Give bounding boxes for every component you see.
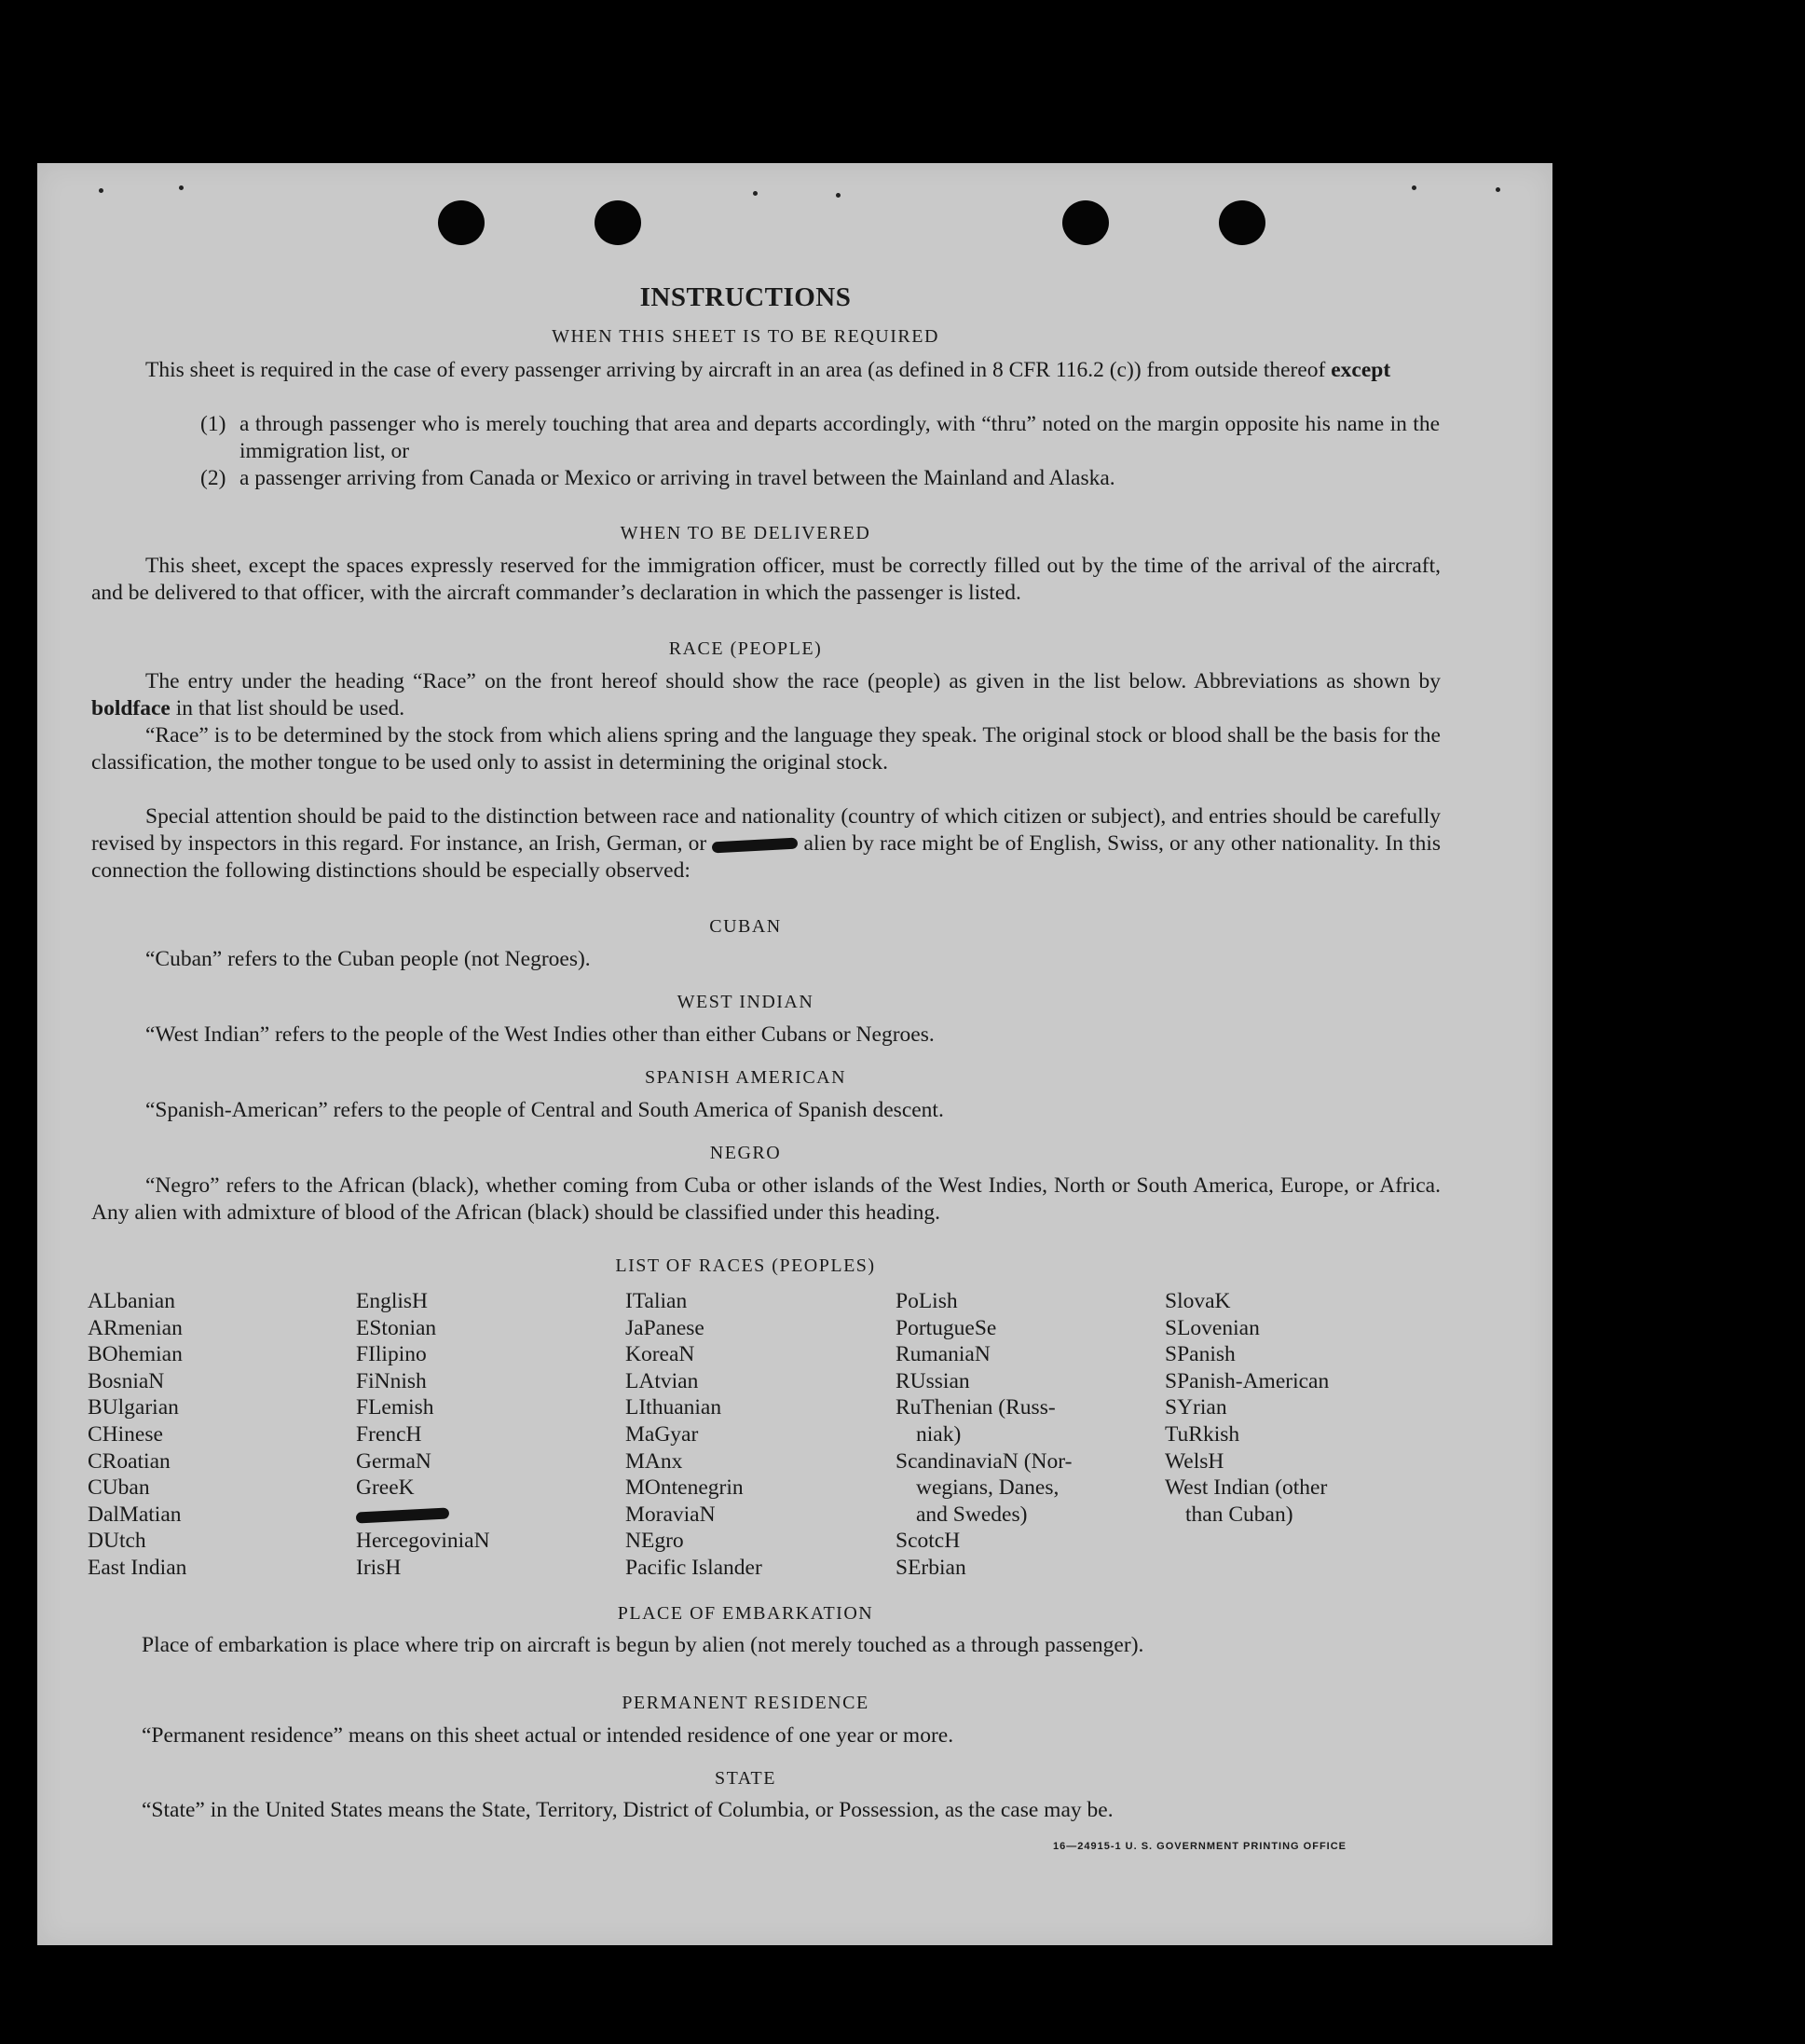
page-title: INSTRUCTIONS <box>639 282 852 312</box>
negro-text: “Negro” refers to the African (black), whether coming from Cuba or other islands of the West Indies, North or South America, Europe, or Africa. Any alien with admixture of blood of the African (black) should be classified under this heading. <box>91 1173 1441 1225</box>
section-heading-west-indian: WEST INDIAN <box>677 992 814 1012</box>
exception-item-1: (1) a through passenger who is merely touching that area and departs accordingly, with “thru” noted on the margin opposite his name in the immigration list, or <box>200 412 1440 463</box>
race-entry: DUtch <box>88 1529 146 1554</box>
race-entry: Pacific Islander <box>625 1555 762 1580</box>
paper-speck <box>1496 187 1500 192</box>
race-entry: SErbian <box>896 1555 966 1580</box>
when-delivered-text: This sheet, except the spaces expressly reserved for the immigration officer, must be correctly filled out by the time of the arrival of the aircraft, and be delivered to that officer, with the aircraft commander’s declaration in which the passenger is listed. <box>91 554 1441 605</box>
race-entry: LIthuanian <box>625 1395 722 1420</box>
race-entry: MOntenegrin <box>625 1475 744 1501</box>
spanish-american-text: “Spanish-American” refers to the people of Central and South America of Spanish descent. <box>145 1098 944 1122</box>
redacted-word <box>712 837 799 853</box>
cuban-text: “Cuban” refers to the Cuban people (not Negroes). <box>145 947 591 971</box>
race-entry-continuation: than Cuban) <box>1185 1502 1293 1527</box>
race-entry-continuation: wegians, Danes, <box>916 1475 1060 1501</box>
race-entry: ITalian <box>625 1289 688 1313</box>
race-entry: SPanish <box>1165 1342 1236 1367</box>
punch-hole <box>438 200 485 245</box>
race-entry: SLovenian <box>1165 1315 1260 1340</box>
race-entry: SYrian <box>1165 1395 1227 1420</box>
west-indian-text: “West Indian” refers to the people of the West Indies other than either Cubans or Negroes. <box>145 1022 935 1047</box>
race-entry: PortugueSe <box>896 1315 997 1340</box>
section-heading-state: STATE <box>715 1768 776 1789</box>
race-entry: EnglisH <box>356 1289 429 1313</box>
races-column-3 <box>625 1288 886 1582</box>
punch-hole <box>595 200 641 245</box>
race-entry: CHinese <box>88 1421 163 1447</box>
embarkation-text: Place of embarkation is place where trip on aircraft is begun by alien (not merely touched as a through passenger). <box>142 1633 1144 1657</box>
race-entry-continuation: niak) <box>916 1421 962 1447</box>
race-entry: GreeK <box>356 1475 415 1501</box>
race-entry: MAnx <box>625 1448 683 1474</box>
race-entry: BUlgarian <box>88 1395 179 1420</box>
race-entry: BOhemian <box>88 1342 183 1367</box>
race-entry: SlovaK <box>1165 1289 1231 1313</box>
section-heading-spanish-american: SPANISH AMERICAN <box>644 1067 847 1088</box>
race-entry: FrencH <box>356 1421 422 1447</box>
race-entry: ScandinaviaN (Nor- <box>896 1448 1073 1474</box>
race-paragraph-1: The entry under the heading “Race” on the front hereof should show the race (people) as given in the list below. Abbreviations as shown by boldface in that list should be used. <box>91 669 1441 720</box>
paper-speck <box>753 191 758 196</box>
race-entry: IrisH <box>356 1555 402 1580</box>
race-entry: MaGyar <box>625 1421 699 1447</box>
race-entry: JaPanese <box>625 1315 704 1340</box>
state-text: “State” in the United States means the State, Territory, District of Columbia, or Possession, as the case may be. <box>142 1798 1114 1822</box>
residence-text: “Permanent residence” means on this sheet actual or intended residence of one year or more. <box>142 1723 954 1748</box>
paper-speck <box>179 185 184 190</box>
punch-hole <box>1219 200 1265 245</box>
race-entry: PoLish <box>896 1289 958 1313</box>
exception-item-2: (2) a passenger arriving from Canada or Mexico or arriving in travel between the Mainland and Alaska. <box>200 466 1115 490</box>
section-heading-cuban: CUBAN <box>709 916 782 937</box>
section-heading-when-required: WHEN THIS SHEET IS TO BE REQUIRED <box>552 326 939 347</box>
race-entry: GermaN <box>356 1448 431 1474</box>
race-entry: DalMatian <box>88 1502 182 1527</box>
race-entry: ARmenian <box>88 1315 183 1340</box>
instruction-sheet <box>37 163 1552 1945</box>
punch-hole <box>1062 200 1109 245</box>
paper-speck <box>99 188 103 193</box>
races-column-4 <box>896 1288 1156 1582</box>
paper-speck <box>1412 185 1416 190</box>
race-entry: HercegoviniaN <box>356 1529 490 1554</box>
race-entry: ALbanian <box>88 1289 175 1313</box>
paper-speck <box>836 193 841 198</box>
race-paragraph-2: “Race” is to be determined by the stock from which aliens spring and the language they speak. The original stock or blood shall be the basis for the classification, the mother tongue to be used only to assist in determining the original stock. <box>91 723 1441 775</box>
section-heading-negro: NEGRO <box>709 1143 782 1163</box>
race-entry: CRoatian <box>88 1448 171 1474</box>
races-column-1 <box>88 1288 349 1582</box>
race-entry: ScotcH <box>896 1529 961 1554</box>
redacted-race-entry <box>356 1502 617 1529</box>
race-entry: NEgro <box>625 1529 684 1554</box>
race-paragraph-3: Special attention should be paid to the distinction between race and nationality (country of which citizen or subject), and entries should be carefully revised by inspectors in this regard. For instance, an Irish, German, or alien by race might be of English, Swiss, or any other nationality. In this connection the following distinctions should be especially observed: <box>91 804 1441 883</box>
section-heading-when-delivered: WHEN TO BE DELIVERED <box>620 523 871 543</box>
race-entry: WelsH <box>1165 1448 1224 1474</box>
race-entry: FiNnish <box>356 1368 427 1393</box>
races-column-2 <box>356 1288 617 1582</box>
race-entry: FIlipino <box>356 1342 427 1367</box>
race-entry: RUssian <box>896 1368 970 1393</box>
race-entry-continuation: and Swedes) <box>916 1502 1028 1527</box>
printing-office-code: 16—24915-1 U. S. GOVERNMENT PRINTING OFFICE <box>1053 1841 1347 1852</box>
races-column-5 <box>1165 1288 1426 1528</box>
section-heading-embarkation: PLACE OF EMBARKATION <box>617 1603 874 1624</box>
race-entry: RuThenian (Russ- <box>896 1395 1056 1420</box>
section-heading-list-of-races: LIST OF RACES (PEOPLES) <box>615 1255 876 1276</box>
race-entry: West Indian (other <box>1165 1475 1328 1501</box>
race-entry: RumaniaN <box>896 1342 991 1367</box>
race-entry: CUban <box>88 1475 150 1501</box>
race-entry: KoreaN <box>625 1342 695 1367</box>
race-entry: SPanish-American <box>1165 1368 1330 1393</box>
section-heading-permanent-residence: PERMANENT RESIDENCE <box>622 1693 869 1713</box>
race-entry: LAtvian <box>625 1368 699 1393</box>
race-entry: FLemish <box>356 1395 434 1420</box>
when-required-intro: This sheet is required in the case of every passenger arriving by aircraft in an area (as defined in 8 CFR 116.2 (c)) from outside thereof except <box>145 358 1391 382</box>
race-entry: EStonian <box>356 1315 437 1340</box>
race-entry: TuRkish <box>1165 1421 1240 1447</box>
race-entry: East Indian <box>88 1555 187 1580</box>
race-entry: MoraviaN <box>625 1502 716 1527</box>
section-heading-race: RACE (PEOPLE) <box>668 638 823 659</box>
race-entry: BosniaN <box>88 1368 165 1393</box>
